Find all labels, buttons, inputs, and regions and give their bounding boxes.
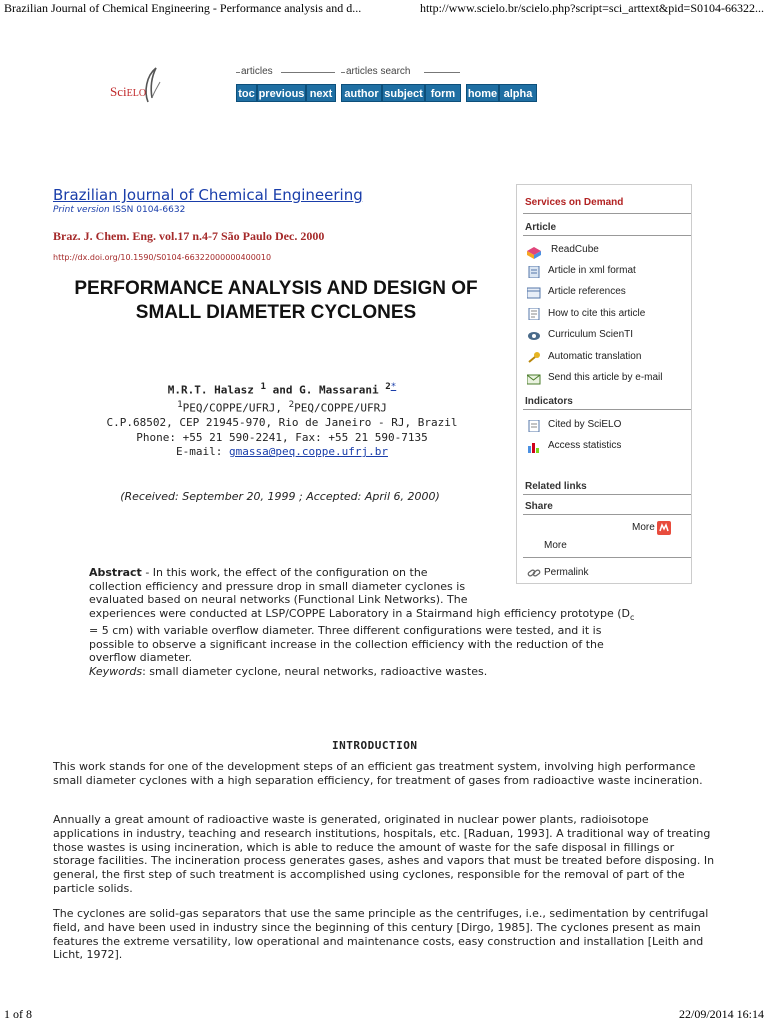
print-header-title: Brazilian Journal of Chemical Engineering - Performance analysis and d...	[4, 1, 362, 15]
journal-citation: Braz. J. Chem. Eng. vol.17 n.4-7 São Paulo Dec. 2000	[53, 229, 325, 243]
print-version: Print version ISSN 0104-6632	[53, 205, 186, 215]
nav-author-button[interactable]: author	[341, 84, 382, 102]
print-header-url: http://www.scielo.br/scielo.php?script=sci_arttext&pid=S0104-66322...	[419, 1, 764, 15]
share-more-link-2[interactable]: More	[544, 540, 567, 551]
sidebar-divider	[523, 494, 691, 495]
abstract-line: = 5 cm) with variable overflow diameter. Three different configurations were tested, and it is	[89, 624, 602, 638]
abstract-line: Abstract - In this work, the effect of the configuration on the	[89, 566, 428, 579]
how-to-cite-link[interactable]: How to cite this article	[548, 308, 646, 319]
article-title: PERFORMANCE ANALYSIS AND DESIGN OF SMALL DIAMETER CYCLONES	[74, 278, 478, 323]
nav-caption-rule	[424, 72, 460, 73]
keywords-label: Keywords	[89, 664, 143, 678]
phone-line: Phone: +55 21 590-2241, Fax: +55 21 590-7135	[136, 430, 428, 444]
related-links-heading: Related links	[525, 481, 587, 492]
send-email-link[interactable]: Send this article by e-mail	[548, 372, 663, 383]
abstract-line: overflow diameter.	[89, 651, 193, 665]
readcube-link[interactable]: ReadCube	[551, 244, 599, 255]
received-date: (Received: September 20, 1999 ; Accepted: April 6, 2000)	[120, 490, 440, 503]
sidebar-divider	[523, 235, 691, 236]
print-header	[0, 0, 768, 16]
permalink-link[interactable]: Permalink	[544, 567, 589, 578]
intro-paragraph-3: The cyclones are solid-gas separators that use the same principle as the centrifuges, i.e., sedimentation by centrifugal field, and have been used in industry since the beginning of this century [Dirgo, 1985]. The cyclones present as main features the extreme versatility, low operational and maintenance costs, easy construction and installation [Leith and Licht, 1972].	[53, 907, 709, 962]
nav-toc-button[interactable]: toc	[236, 84, 257, 102]
sidebar-divider	[523, 409, 691, 410]
cited-by-icon	[527, 420, 541, 432]
cited-by-scielo-link[interactable]: Cited by SciELO	[548, 419, 622, 430]
abstract-line: evaluated based on neural networks (Functional Link Networks). The	[89, 593, 468, 606]
xml-document-icon	[527, 266, 541, 278]
doi-link[interactable]: http://dx.doi.org/10.1590/S0104-66322000000400010	[53, 253, 272, 262]
sidebar-divider	[523, 557, 691, 558]
sidebar-divider	[523, 514, 691, 515]
keywords-line: Keywords: small diameter cyclone, neural networks, radioactive wastes.	[89, 664, 488, 678]
abstract-label: Abstract	[89, 566, 142, 579]
bar-chart-icon	[527, 441, 541, 453]
automatic-translation-link[interactable]: Automatic translation	[548, 351, 642, 362]
nav-articles-caption: articles	[241, 66, 273, 77]
affiliation-line: $^1$PEQ/COPPE/UFRJ, $^2$PEQ/COPPE/UFRJ	[177, 399, 387, 415]
nav-subject-button[interactable]: subject	[382, 84, 425, 102]
address-line: C.P.68502, CEP 21945-970, Rio de Janeiro - RJ, Brazil	[106, 416, 458, 430]
curriculum-link[interactable]: Curriculum ScienTI	[548, 329, 634, 340]
authors-line: M.R.T. Halasz $^1$ and G. Massarani $^{2*}$	[167, 381, 397, 397]
share-more-link[interactable]: More	[632, 522, 655, 533]
abstract-block	[89, 566, 649, 678]
services-sidebar	[516, 184, 692, 584]
nav-home-button[interactable]: home	[466, 84, 499, 102]
article-heading: Article	[525, 222, 557, 233]
readcube-item[interactable]	[527, 244, 541, 263]
journal-name-link[interactable]: Brazilian Journal of Chemical Engineering	[53, 186, 363, 204]
nav-articles-search-caption: articles search	[346, 66, 411, 77]
nav-alpha-button[interactable]: alpha	[499, 84, 537, 102]
print-footer-datetime: 22/09/2014 16:14	[678, 1007, 764, 1021]
article-references-link[interactable]: Article references	[548, 286, 626, 297]
indicators-heading: Indicators	[525, 396, 573, 407]
email-icon	[527, 373, 541, 385]
email-line: E-mail: gmassa@peq.coppe.ufrj.br	[176, 445, 388, 459]
access-statistics-link[interactable]: Access statistics	[548, 440, 622, 451]
intro-paragraph-1: This work stands for one of the development steps of an efficient gas treatment system, involving high performance small diameter cyclones with a high separation efficiency, for treatment of gases from radioactive waste incineration.	[53, 760, 703, 787]
article-authors	[106, 380, 458, 460]
corresponding-author-link[interactable]: *	[390, 381, 397, 392]
curriculum-icon	[527, 330, 541, 342]
services-heading: Services on Demand	[525, 197, 624, 208]
intro-paragraph-2: Annually a great amount of radioactive waste is generated, originated in nuclear power plants, radioisotope applications in industry, teaching and research institutions, hospitals, etc. [Raduan, 1993]. A traditional way of treating those wastes is using incineration, which is able to reduce the amount of waste for the safe disposal in fillings or storage facilities. The incineration process generates gases, ashes and vapors that must be treated before disposing. In general, the first step of such treatment is accomplished using cyclones, responsible for the removal of part of the particle solids.	[53, 813, 715, 895]
cite-document-icon	[527, 308, 541, 320]
print-footer-page: 1 of 8	[4, 1007, 32, 1021]
abstract-line: possible to observe a significant increase in the collection efficiency with the reduction of the	[89, 637, 604, 651]
share-heading: Share	[525, 501, 553, 512]
nav-caption-rule	[236, 72, 240, 73]
nav-form-button[interactable]: form	[425, 84, 461, 102]
sidebar-divider	[523, 213, 691, 214]
nav-caption-rule	[281, 72, 335, 73]
translation-key-icon	[527, 351, 541, 363]
introduction-heading: INTRODUCTION	[332, 739, 418, 752]
article-xml-link[interactable]: Article in xml format	[548, 265, 636, 276]
abstract-line: experiences were conducted at LSP/COPPE Laboratory in a Stairmand high efficiency prototype ($D_c$	[89, 606, 635, 622]
scielo-logo-text: SciELO	[110, 84, 147, 99]
nav-next-button[interactable]: next	[306, 84, 336, 102]
email-link[interactable]: gmassa@peq.coppe.ufrj.br	[229, 445, 388, 459]
readcube-icon	[527, 247, 541, 259]
nav-caption-rule	[341, 72, 345, 73]
share-addthis-icon[interactable]	[657, 521, 671, 535]
nav-previous-button[interactable]: previous	[257, 84, 306, 102]
references-icon	[527, 287, 541, 299]
abstract-line: collection efficiency and pressure drop in small diameter cyclones is	[89, 579, 466, 593]
